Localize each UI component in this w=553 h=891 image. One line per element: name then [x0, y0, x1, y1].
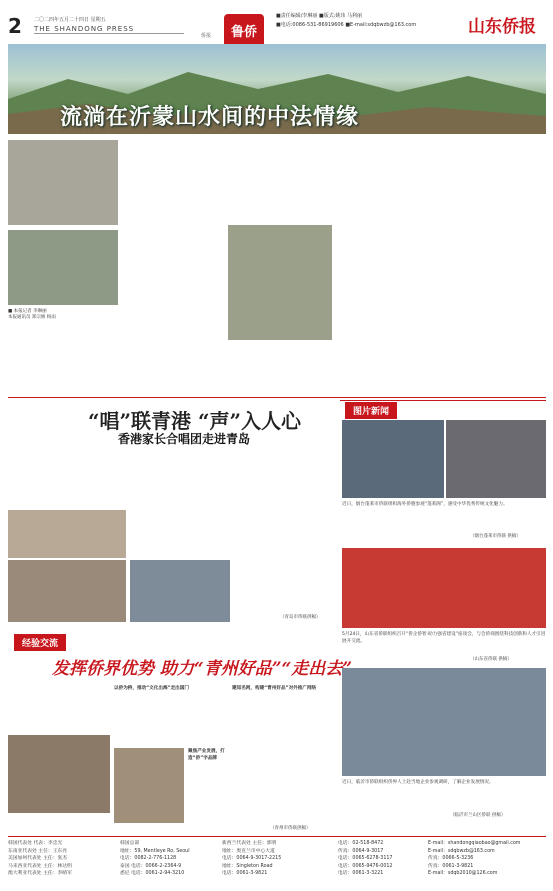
- section3-body-col-3: [188, 748, 228, 823]
- footer-line: 电话：0061-3-3221: [338, 871, 384, 876]
- photo-news-2: [446, 420, 546, 498]
- footer-line: 韩国代表处 代表：李忠光: [8, 841, 63, 846]
- footer-line: E-mail：sdqbwzb@163.com: [428, 848, 495, 854]
- footer-line: 地址：59, Mentleye Ro, Seoul: [120, 848, 190, 854]
- footer-line: 电话：0064-9-3017-2215: [222, 856, 282, 861]
- section3-label: 经验交流: [14, 634, 66, 651]
- feature-body-col-5: [444, 140, 546, 390]
- photo-news-rule: [340, 400, 546, 401]
- editor-info-line: ■责任编辑/李琳丽 ■版式:姚玮 马利丽: [276, 13, 362, 19]
- section3-body-col-4: [232, 685, 332, 825]
- section3-body-col-1: [8, 685, 108, 730]
- footer-line: 电话：0065-6278-3117: [338, 856, 393, 861]
- footer-line: 电话：0082-2-776-1128: [120, 856, 177, 861]
- footer-line: 电话：0061-3-9821: [222, 871, 268, 876]
- issue-date: 二〇二四年五月二十四日 星期五: [34, 17, 106, 23]
- editor-info: [276, 12, 416, 30]
- footer-line: 电话：02-518-8472: [338, 841, 384, 846]
- photo-feature-1: [8, 140, 118, 225]
- footer-line: 传真：0061-3-9821: [428, 863, 474, 869]
- page-number: 2: [8, 14, 22, 38]
- footer-line: E-mail：sdqb2010@126.com: [428, 871, 498, 876]
- feature-byline: ■ 本报记者 李琳丽 本报通讯员 郑宗修 杨雨: [8, 309, 56, 320]
- section2-body-col-1: [8, 462, 116, 508]
- section2-source: （青岛市侨联供稿）: [280, 615, 321, 620]
- photo-news-source-2: （山东省侨联 供稿）: [470, 657, 512, 662]
- feature-body-col-1: [8, 324, 116, 384]
- photo-news-caption-2: [342, 631, 546, 655]
- header-small-label: 侨报: [201, 33, 212, 39]
- logo: 鲁侨: [224, 14, 264, 52]
- section3-sub1: 以侨为桥，推动“文化出海”走出国门: [114, 686, 189, 691]
- photo-news-source-3: （临沂市兰山区侨联 供稿）: [450, 813, 506, 818]
- paper-english-name: THE SHANDONG PRESS: [34, 25, 135, 33]
- photo-feature-3: [228, 225, 332, 340]
- photo-news-caption-3: [342, 779, 546, 803]
- section3-sub2: 聚焦产业发展，打造“侨”字品牌: [188, 749, 225, 762]
- photo-choir-building: [8, 510, 126, 558]
- footer-col-2: [120, 840, 190, 878]
- photo-news-source-1: （烟台蓬莱市侨联 供稿）: [470, 534, 521, 539]
- footer-col-5: [428, 840, 520, 878]
- feature-body-col-2: [122, 140, 222, 390]
- section2-title: “唱”联青港 “声”入人心: [88, 409, 301, 433]
- section3-title: 发挥侨界优势 助力“青州好品”“走出去”: [52, 659, 353, 679]
- brand-name: 山东侨报: [468, 17, 536, 37]
- section3-source: （青州市侨联供稿）: [270, 826, 311, 831]
- photo-news-1: [342, 420, 444, 498]
- footer-col-3: [222, 840, 281, 878]
- editor-info-line: ■电话:0086-531-86919606 ■E-mail:sdqbwzb@163.com: [276, 22, 417, 28]
- feature-title: 流淌在沂蒙山水间的中法情缘: [60, 105, 360, 130]
- footer-line: 地址：奥克兰市中心大道: [222, 848, 275, 854]
- photo-news-3: [342, 548, 546, 628]
- footer-line: 新西兰代表处 主任：郭明: [222, 841, 277, 846]
- footer-line: 传真：0064-9-3017: [338, 848, 384, 854]
- feature-body-col-3: [228, 140, 332, 220]
- section2-body-col-3: [228, 462, 332, 612]
- photo-news-4: [342, 668, 546, 776]
- footer-line: 地址：Singleton Road: [222, 863, 273, 869]
- section2-body-col-2: [122, 462, 222, 557]
- footer-line: 电话：0065-9476-0012: [338, 863, 393, 869]
- photo-news-label: 图片新闻: [345, 402, 397, 419]
- footer-col-1: [8, 840, 72, 878]
- photo-section3-1: [8, 735, 110, 813]
- footer-col-4: [338, 840, 392, 878]
- photo-news-caption-2-text: 5月24日，山东省侨联组织召开“侨企侨智·助力强省建设”座谈会，与会侨商围绕科技创新和人才引进展开交流。: [342, 632, 546, 645]
- footer-line: 澳大利亚代表处 主任：李晴军: [8, 871, 72, 876]
- footer-line: 泰国 电话：0066-2-2364-9: [120, 863, 182, 869]
- photo-choir-performance: [130, 560, 230, 622]
- photo-feature-2: [8, 230, 118, 305]
- photo-news-caption-1: [342, 501, 546, 533]
- photo-news-caption-3-text: 近日，临沂市侨联组织侨界人士赴当地企业参观调研，了解企业发展情况。: [342, 780, 494, 785]
- photo-section3-2: [114, 748, 184, 823]
- footer-line: 传真：0066-5-3236: [428, 856, 474, 861]
- footer-line: 东南亚代表处 主任：王东亮: [8, 848, 68, 854]
- section3-sub3: 建知名网，构建“青州好品”对外推广网络: [232, 686, 317, 691]
- section3-body-col-2: [114, 685, 214, 745]
- footer-contacts: [8, 836, 546, 889]
- header-rule: [34, 33, 184, 34]
- photo-choir-group: [8, 560, 126, 622]
- footer-line: 美国加州代表处 主任：张杰: [8, 856, 68, 861]
- footer-line: E-mail：shandongqiaobao@gmail.com: [428, 841, 521, 846]
- section-divider: [8, 397, 546, 398]
- photo-news-caption-1-text: 近日，烟台蓬莱市侨联组织海外侨胞参观“蓬莱阁”，感受中华优秀传统文化魅力。: [342, 502, 508, 507]
- footer-line: 韩国总部: [120, 841, 140, 846]
- section2-subtitle: 香港家长合唱团走进青岛: [118, 432, 251, 446]
- footer-line: 马来西亚代表处 主任：林达明: [8, 863, 72, 869]
- footer-line: 悉尼 电话：0061-2-94-3210: [120, 871, 185, 876]
- feature-body-col-4: [338, 140, 438, 390]
